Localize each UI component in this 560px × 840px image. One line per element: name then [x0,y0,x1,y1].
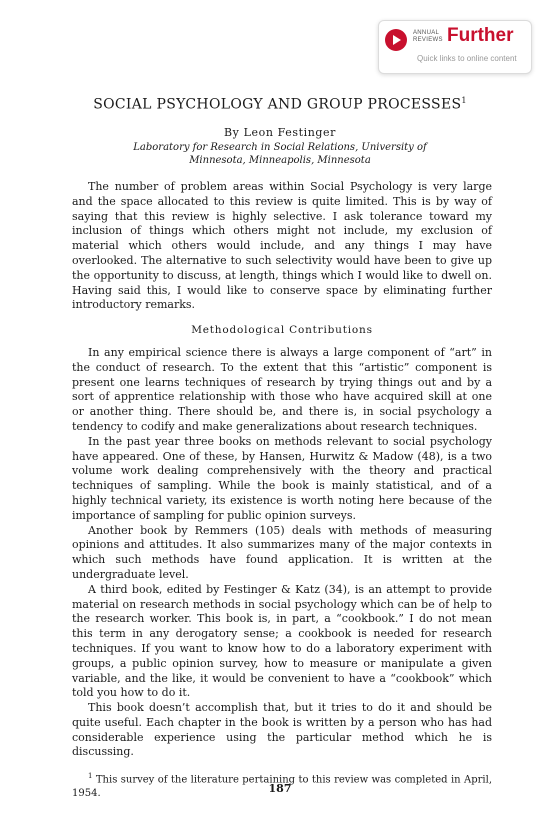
title-footnote-mark: 1 [461,96,467,105]
intro-paragraph: The number of problem areas within Social Psychology is very large and the space allocated to this review is quite limited. This is by way of saying that this review is highly selective. I ask tolerance toward my inclusion of things which others might not include, my exclusion of material which others would include, and any things I may have overlooked. The alternative to such selectivity would have been to give up the opportunity to discuss, at length, things which I would like to dwell on. Having said this, I would like to conserve space by eliminating further introductory remarks. [72,180,492,312]
section-heading: Methodological Contributions [191,324,373,337]
affiliation [100,141,460,167]
paragraph-1: In any empirical science there is always a large component of “art” in the conduct of research. To the extent that this “artistic” component is present one learns techniques of research by trying things out and by a sort of apprentice relationship with those who have acquired skill at one or another thing. There should be, and there is, in social psychology a tendency to codify and make generalizations about research techniques. [72,345,492,433]
article-body [72,180,492,800]
paragraph-2: In the past year three books on methods relevant to social psychology have appeared. One of these, by Hansen, Hurwitz & Madow (48), is a two volume work dealing comprehensively with the theory and practical techniques of sampling. While the book is mainly statistical, and of a highly technical variety, its existence is worth noting here because of the importance of sampling for public opinion surveys. [72,434,492,522]
article-title-text: SOCIAL PSYCHOLOGY AND GROUP PROCESSES [93,96,462,113]
banner-subtitle: Quick links to online content [417,54,517,63]
footnote-text: This survey of the literature pertaining to this review was completed in April, 1954. [72,774,492,799]
paragraph-4: A third book, edited by Festinger & Katz (34), is an attempt to provide material on research methods in social psychology which can be of help to the research worker. This book is, in part, a “cookbook.” I do not mean this term in any derogatory sense; a cookbook is needed for research techniques. If you want to know how to do a laboratory experiment with groups, a public opinion survey, how to measure or manipulate a given variable, and the like, it would be convenient to have a “cookbook” which told you how to do it. [72,582,492,700]
banner-annual-reviews-text: ANNUAL REVIEWS [413,30,443,43]
page-number: 187 [268,782,292,795]
annual-reviews-further-banner[interactable] [378,20,532,74]
affiliation-line-1: Laboratory for Research in Social Relations, University of [133,142,427,153]
article-title [0,96,560,113]
play-icon [385,29,407,51]
paragraph-3: Another book by Remmers (105) deals with methods of measuring opinions and attitudes. It also summarizes many of the major contexts in which such methods have found application. It is written at the undergraduate level. [72,523,492,581]
author-line: By Leon Festinger [223,126,337,139]
paragraph-5: This book doesn’t accomplish that, but it tries to do it and should be quite useful. Each chapter in the book is written by a person who has had considerable experience using the particular method which he is discussing. [72,701,492,759]
affiliation-line-2: Minnesota, Minneapolis, Minnesota [189,155,371,166]
banner-further-text: Further [447,25,514,46]
footnote-mark: 1 [88,772,93,781]
